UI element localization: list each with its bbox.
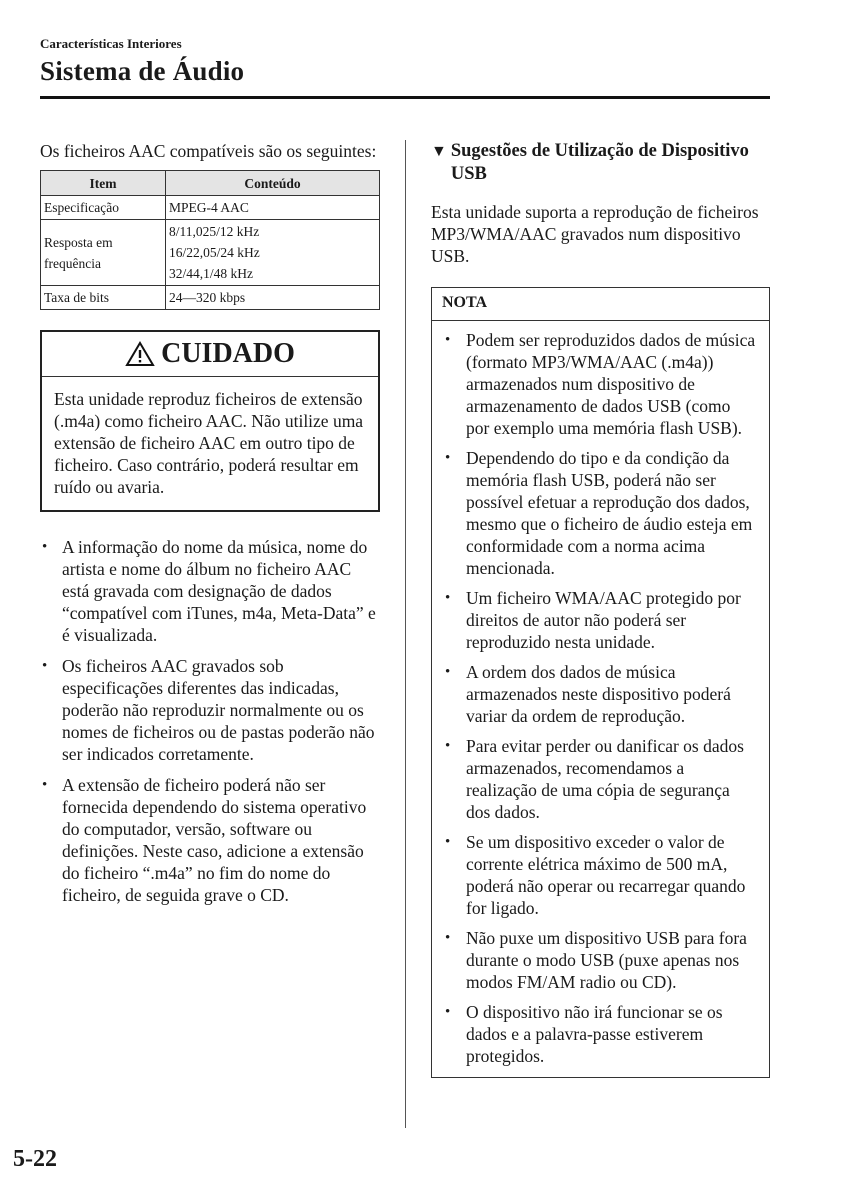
page-title: Sistema de Áudio [40, 56, 245, 86]
bullet-icon: • [445, 834, 451, 850]
table-cell-content: MPEG-4 AAC [166, 196, 380, 220]
column-divider [405, 140, 406, 1128]
caution-header [42, 332, 378, 377]
aac-notes-list [40, 536, 380, 906]
bullet-icon: • [445, 930, 451, 946]
list-item [40, 536, 380, 646]
list-item [442, 661, 757, 727]
warning-triangle-icon [125, 341, 155, 367]
list-item-text: Podem ser reproduzidos dados de música (formato MP3/WMA/AAC (.m4a)) armazenados num dispositivo de armazenamento de dados USB (como por exemplo uma memória flash USB). [466, 330, 756, 438]
bullet-icon: • [42, 777, 48, 793]
note-list [432, 321, 769, 1077]
caution-title: CUIDADO [161, 338, 295, 369]
note-title: NOTA [432, 288, 769, 321]
caution-text: Esta unidade reproduz ficheiros de extensão (.m4a) como ficheiro AAC. Não utilize uma extensão de ficheiro AAC em outro tipo de ficheiro. Caso contrário, poderá resultar em ruído ou avaria. [54, 389, 364, 497]
bullet-icon: • [42, 658, 48, 674]
table-cell-item: Resposta em frequência [41, 220, 166, 286]
table-cell-line: 16/22,05/24 kHz [169, 245, 260, 260]
caution-body [42, 377, 378, 510]
usb-section-heading [431, 140, 770, 186]
bullet-icon: • [445, 332, 451, 348]
table-row [41, 220, 380, 286]
list-item-text: A extensão de ficheiro poderá não ser fornecida dependendo do sistema operativo do computador, versão, software ou definições. Neste caso, adicione a extensão do ficheiro “.m4a” no fim do nome do ficheiro, de seguida grave o CD. [62, 775, 367, 905]
usb-intro-text: Esta unidade suporta a reprodução de ficheiros MP3/WMA/AAC gravados num dispositivo USB. [431, 202, 759, 266]
aac-spec-table [40, 170, 380, 310]
table-row [41, 196, 380, 220]
list-item-text: Se um dispositivo exceder o valor de corrente elétrica máximo de 500 mA, poderá não operar ou recarregar quando for ligado. [466, 832, 746, 918]
list-item-text: O dispositivo não irá funcionar se os dados e a palavra-passe estiverem protegidos. [466, 1002, 723, 1066]
list-item-text: Os ficheiros AAC gravados sob especificações diferentes das indicadas, poderão não reproduzir normalmente ou os nomes de ficheiros ou de pastas poderão não ser indicados corretamente. [62, 656, 375, 764]
right-column [431, 140, 770, 1078]
note-box [431, 287, 770, 1078]
list-item [442, 735, 757, 823]
list-item [442, 927, 757, 993]
bullet-icon: • [445, 738, 451, 754]
usb-heading-text: Sugestões de Utilização de Dispositivo USB [450, 141, 749, 184]
list-item [40, 774, 380, 906]
table-header-item: Item [41, 171, 166, 196]
list-item [442, 447, 757, 579]
table-cell-item: Especificação [41, 196, 166, 220]
list-item [442, 831, 757, 919]
list-item-text: Dependendo do tipo e da condição da memória flash USB, poderá não ser possível efetuar a reprodução dos dados, mesmo que o ficheiro de áudio esteja em conformidade com a norma acima mencionada. [466, 448, 753, 578]
section-label: Características Interiores [40, 36, 182, 51]
bullet-icon: • [42, 539, 48, 555]
list-item-text: Um ficheiro WMA/AAC protegido por direitos de autor não poderá ser reproduzido nesta unidade. [466, 588, 741, 652]
table-cell-item: Taxa de bits [41, 286, 166, 310]
table-cell-content: 24—320 kbps [166, 286, 380, 310]
table-header-content: Conteúdo [166, 171, 380, 196]
bullet-icon: • [445, 450, 451, 466]
title-rule [40, 96, 770, 99]
bullet-icon: • [445, 664, 451, 680]
list-item [442, 587, 757, 653]
caution-box [40, 330, 380, 512]
table-cell-line: 32/44,1/48 kHz [169, 266, 253, 281]
list-item [442, 329, 757, 439]
left-column [40, 140, 380, 915]
list-item-text: A informação do nome da música, nome do artista e nome do álbum no ficheiro AAC está gravada com designação de dados “compatível com iTunes, m4a, Meta-Data” e é visualizada. [62, 537, 376, 645]
table-header-row [41, 171, 380, 196]
list-item-text: A ordem dos dados de música armazenados neste dispositivo poderá variar da ordem de reprodução. [466, 662, 731, 726]
page-number: 5-22 [13, 1146, 57, 1172]
triangle-down-icon: ▼ [431, 143, 447, 160]
table-row [41, 286, 380, 310]
table-cell-line: 8/11,025/12 kHz [169, 224, 260, 239]
table-cell-content [166, 220, 380, 286]
bullet-icon: • [445, 1004, 451, 1020]
list-item [40, 655, 380, 765]
aac-intro-text: Os ficheiros AAC compatíveis são os seguintes: [40, 141, 377, 161]
list-item [442, 1001, 757, 1067]
list-item-text: Para evitar perder ou danificar os dados armazenados, recomendamos a realização de uma cópia de segurança dos dados. [466, 736, 744, 822]
list-item-text: Não puxe um dispositivo USB para fora durante o modo USB (puxe apenas nos modos FM/AM radio ou CD). [466, 928, 747, 992]
bullet-icon: • [445, 590, 451, 606]
